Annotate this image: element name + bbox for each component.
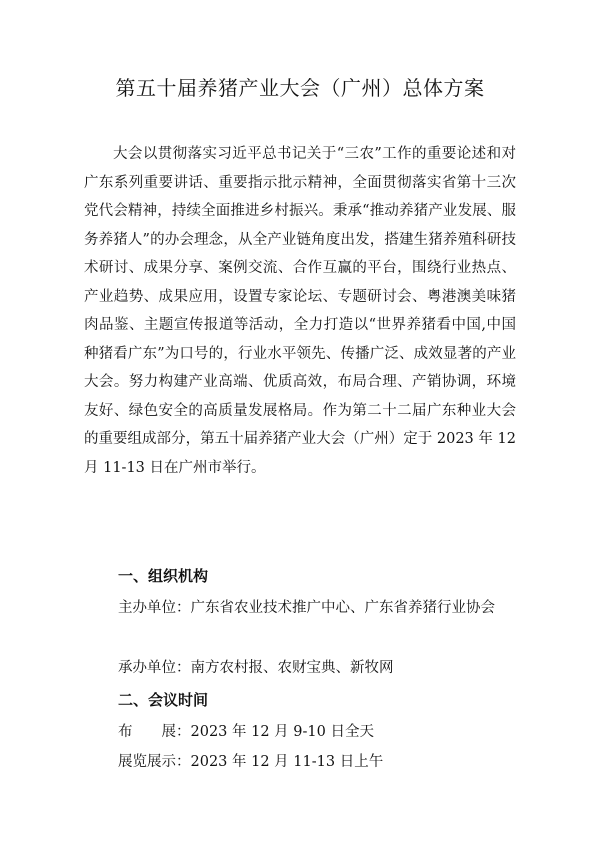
host-value: 广东省农业技术推广中心、广东省养猪行业协会: [190, 600, 495, 616]
section-heading-organization: 一、组织机构: [118, 567, 209, 585]
organizer-row: [118, 654, 538, 682]
setup-row: [118, 718, 538, 746]
section-heading-time: 二、会议时间: [118, 691, 209, 709]
exhibit-value: 2023 年 12 月 11-13 日上午: [190, 754, 384, 770]
setup-value: 2023 年 12 月 9-10 日全天: [190, 724, 374, 740]
setup-label: 布 展：: [118, 724, 191, 740]
host-label: 主办单位：: [118, 600, 191, 616]
exhibit-row: [118, 748, 538, 776]
intro-paragraph: 大会以贯彻落实习近平总书记关于“三农”工作的重要论述和对广东系列重要讲话、重要指示批示精神，全面贯彻落实省第十三次党代会精神，持续全面推进乡村振兴。秉承“推动养猪产业发展、服务养猪人”的办会理念，从全产业链角度出发，搭建生猪养殖科研技术研讨、成果分享、案例交流、合作互赢的平台，围绕行业热点、产业趋势、成果应用，设置专家论坛、专题研讨会、粤港澳美味猪肉品鉴、主题宣传报道等活动，全力打造以“世界养猪看中国,中国种猪看广东”为口号的，行业水平领先、传播广泛、成效显著的产业大会。努力构建产业高端、优质高效，布局合理、产销协调，环境友好、绿色安全的高质量发展格局。作为第二十二届广东种业大会的重要组成部分，第五十届养猪产业大会（广州）定于 2023 年 12 月 11-13 日在广州市举行。: [84, 146, 516, 476]
document-title: 第五十届养猪产业大会（广州）总体方案: [115, 76, 485, 100]
organizer-label: 承办单位：: [118, 660, 191, 676]
exhibit-label: 展览展示：: [118, 754, 191, 770]
host-row: [118, 594, 538, 622]
organizer-value: 南方农村报、农财宝典、新牧网: [190, 660, 394, 676]
